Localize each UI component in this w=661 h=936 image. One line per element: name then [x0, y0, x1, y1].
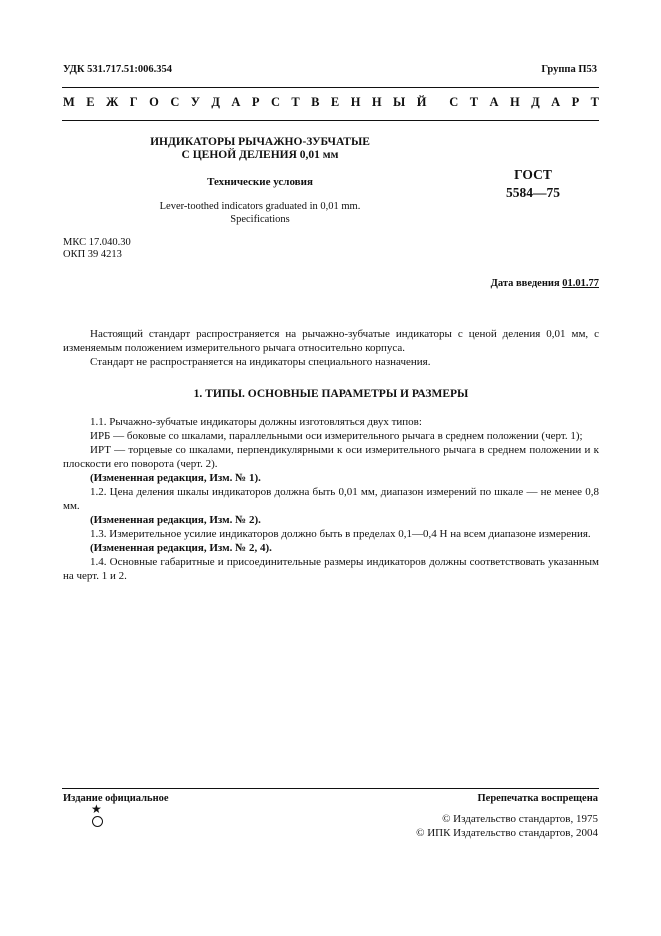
heading-letter: Н [350, 95, 361, 109]
heading-letter: Р [571, 95, 580, 109]
intro-paragraph-2: Стандарт не распространяется на индикаторы специального назначения. [90, 356, 431, 368]
english-title-line-2: Specifications [230, 214, 290, 225]
heading-letter: О [149, 95, 159, 109]
clause-irb: ИРБ — боковые со шкалами, параллельными оси измерительного рычага в среднем положении (черт. 1); [90, 430, 583, 442]
gost-designation [483, 166, 583, 202]
heading-rule [62, 120, 599, 121]
okp-code: ОКП 39 4213 [63, 249, 122, 260]
heading-letter: Р [251, 95, 260, 109]
title-line-1: ИНДИКАТОРЫ РЫЧАЖНО-ЗУБЧАТЫЕ [150, 136, 370, 148]
english-title [120, 200, 400, 226]
copyright-1975: © Издательство стандартов, 1975 [442, 813, 598, 825]
intro-date-label: Дата введения [490, 278, 563, 289]
intro-date-value: 01.01.77 [562, 278, 599, 289]
heading-letter: Ы [393, 95, 406, 109]
interstate-standard-heading [63, 95, 599, 110]
heading-letter: Т [291, 95, 300, 109]
clause-1-4: 1.4. Основные габаритные и присоединительные размеры индикаторов должны соответствовать указанным на черт. 1 и 2. [63, 556, 599, 582]
heading-letter: А [551, 95, 561, 109]
heading-letter: С [170, 95, 180, 109]
heading-letter: А [489, 95, 499, 109]
copyright-block [416, 812, 598, 840]
udk-code: УДК 531.717.51:006.354 [63, 64, 172, 75]
heading-letter: Н [509, 95, 520, 109]
document-subtitle: Технические условия [207, 176, 313, 188]
star-icon: ★ [91, 802, 102, 816]
revision-note-3: (Измененная редакция, Изм. № 2, 4). [90, 542, 272, 554]
gost-number: 5584—75 [506, 185, 560, 200]
intro-date [491, 278, 599, 289]
heading-letter: Н [371, 95, 382, 109]
heading-letter: Й [416, 95, 427, 109]
reprint-prohibited-label: Перепечатка воспрещена [477, 793, 598, 804]
heading-letter: Е [86, 95, 95, 109]
heading-letter: А [231, 95, 241, 109]
heading-letter: Т [590, 95, 599, 109]
mks-code: МКС 17.040.30 [63, 237, 131, 248]
clause-1-3: 1.3. Измерительное усилие индикаторов должно быть в пределах 0,1—0,4 Н на всем диапазоне измерения. [90, 528, 591, 540]
intro-text [63, 327, 599, 369]
heading-letter: Е [330, 95, 340, 109]
top-rule [62, 87, 599, 88]
section-body [63, 415, 599, 583]
heading-letter: У [190, 95, 200, 109]
heading-letter: С [449, 95, 459, 109]
heading-letter: В [311, 95, 320, 109]
clause-1-2: 1.2. Цена деления шкалы индикаторов должна быть 0,01 мм, диапазон измерений по шкале — не менее 0,8 мм. [63, 486, 599, 512]
heading-letter: М [63, 95, 75, 109]
intro-paragraph-1: Настоящий стандарт распространяется на рычажно-зубчатые индикаторы с ценой деления 0,01 мм, с изменяемым положением измерительного рычага относительно корпуса. [63, 328, 599, 354]
heading-letter: Т [469, 95, 479, 109]
heading-letter: Г [129, 95, 138, 109]
heading-letter: Д [211, 95, 220, 109]
official-edition-label: Издание официальное [63, 793, 169, 804]
group-code: Группа П53 [541, 64, 597, 75]
circle-icon [92, 816, 103, 827]
heading-letter: Ж [106, 95, 119, 109]
section-heading: 1. ТИПЫ. ОСНОВНЫЕ ПАРАМЕТРЫ И РАЗМЕРЫ [193, 388, 469, 400]
heading-letter: С [270, 95, 280, 109]
revision-note-2: (Измененная редакция, Изм. № 2). [90, 514, 261, 526]
english-title-line-1: Lever-toothed indicators graduated in 0,01 mm. [159, 201, 361, 212]
clause-irt: ИРТ — торцевые со шкалами, перпендикулярными к оси измерительного рычага в среднем положении и к плоскости его поворота (черт. 2). [63, 444, 599, 470]
revision-note-1: (Измененная редакция, Изм. № 1). [90, 472, 261, 484]
heading-letter: Д [531, 95, 540, 109]
clause-1-1: 1.1. Рычажно-зубчатые индикаторы должны изготовляться двух типов: [90, 416, 422, 428]
gost-label: ГОСТ [514, 167, 552, 182]
title-line-2: С ЦЕНОЙ ДЕЛЕНИЯ 0,01 мм [181, 149, 339, 161]
footer-rule [62, 788, 599, 789]
document-title [120, 136, 400, 162]
copyright-2004: © ИПК Издательство стандартов, 2004 [416, 827, 598, 839]
classification-codes [63, 237, 131, 261]
